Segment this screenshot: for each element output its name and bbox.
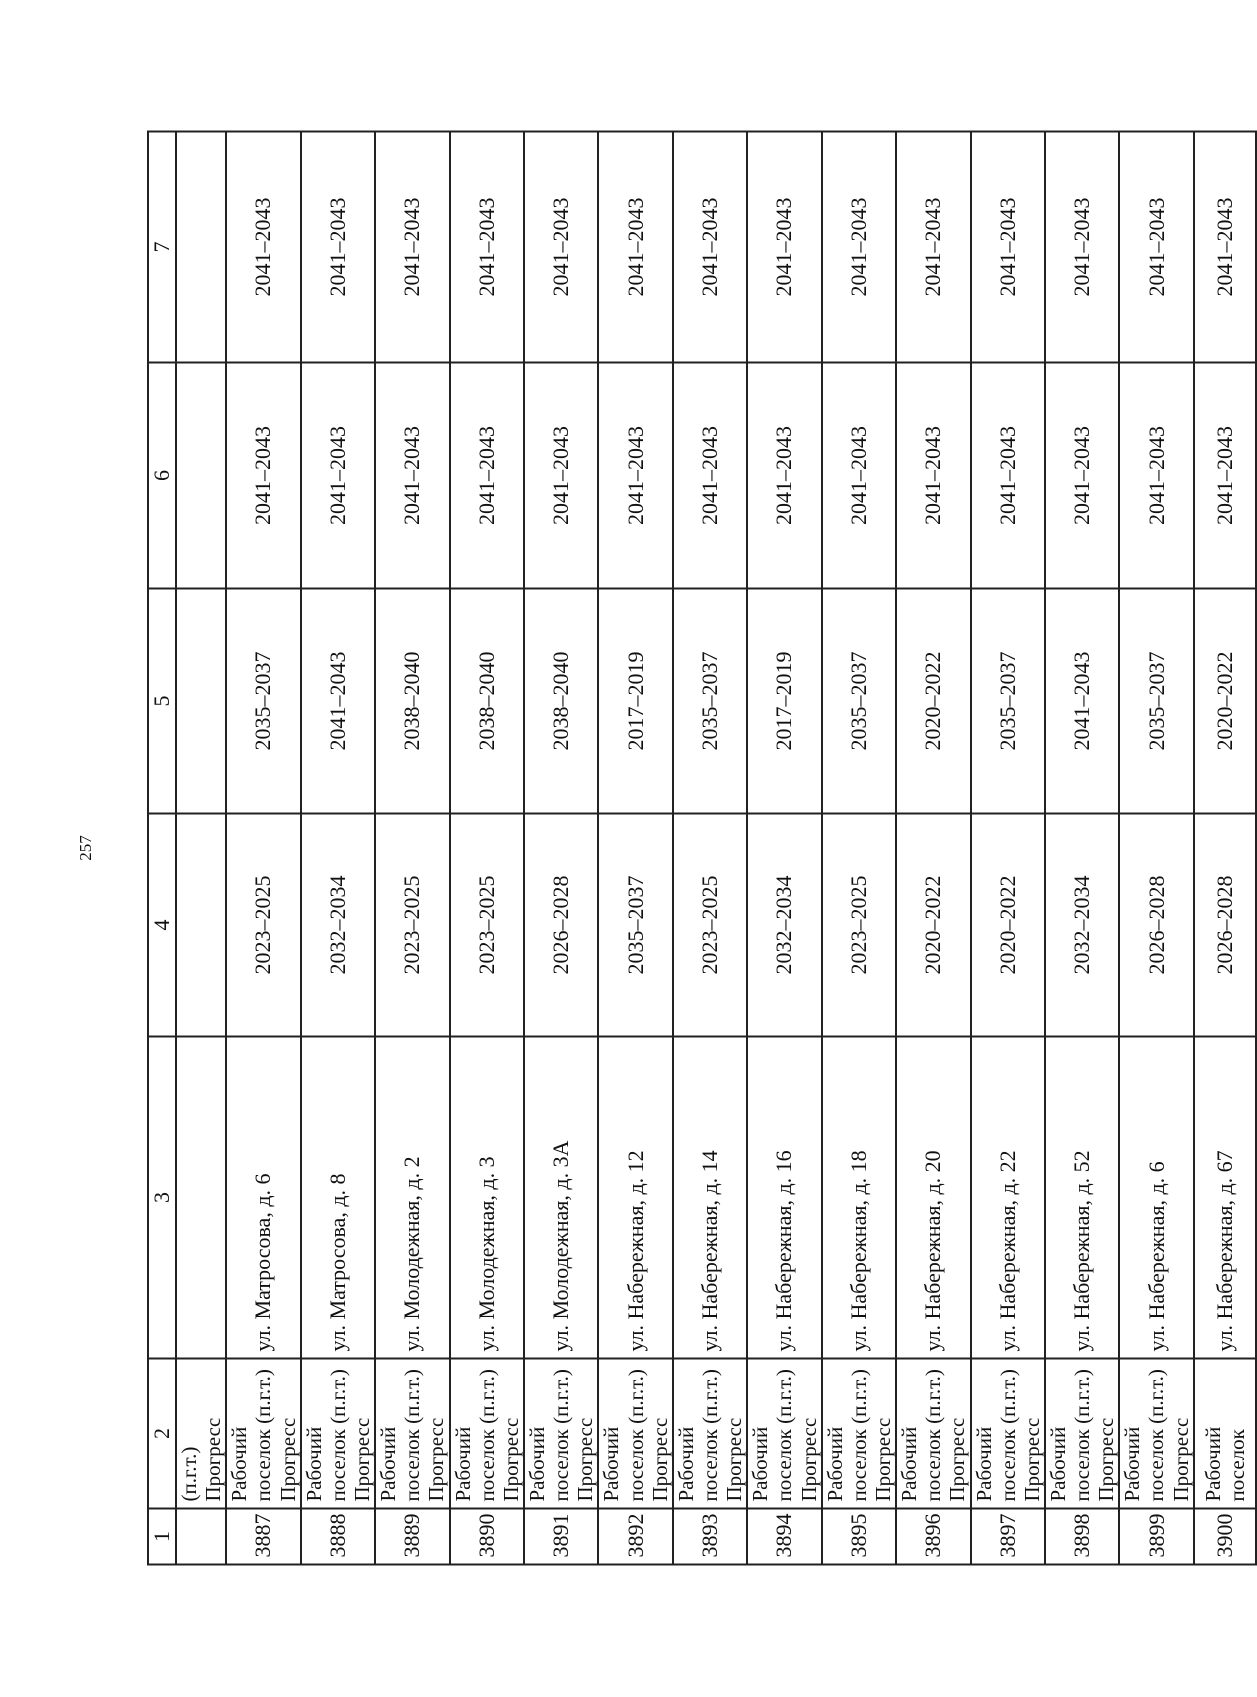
table-row: [375, 132, 449, 1565]
table-row: [747, 132, 821, 1565]
table-row: [301, 132, 375, 1565]
cell-address: ул. Набережная, д. 20: [896, 1037, 970, 1359]
cell-settlement: Рабочий поселок (п.г.т.) Прогресс: [1119, 1359, 1193, 1509]
cell-c6: 2041–2043: [226, 363, 300, 589]
cell-c7: 2041–2043: [971, 132, 1045, 363]
cell-c6: 2041–2043: [673, 363, 747, 589]
cell-c7: 2041–2043: [747, 132, 821, 363]
continuation-cell-6: [176, 363, 226, 589]
cell-settlement: Рабочий поселок (п.г.т.) Прогресс: [896, 1359, 970, 1509]
cell-c7: 2041–2043: [301, 132, 375, 363]
continuation-row: [176, 132, 226, 1565]
cell-c4: 2032–2034: [1045, 814, 1119, 1037]
cell-c7: 2041–2043: [524, 132, 598, 363]
cell-address: ул. Набережная, д. 6: [1119, 1037, 1193, 1359]
cell-c5: 2035–2037: [673, 589, 747, 814]
continuation-cell-1: [176, 1509, 226, 1565]
continuation-cell-7: [176, 132, 226, 363]
table-row: [1194, 132, 1256, 1565]
cell-address: ул. Набережная, д. 52: [1045, 1037, 1119, 1359]
cell-address: ул. Набережная, д. 22: [971, 1037, 1045, 1359]
cell-c6: 2041–2043: [1045, 363, 1119, 589]
cell-no: 3899: [1119, 1509, 1193, 1565]
cell-c6: 2041–2043: [1119, 363, 1193, 589]
cell-c5: 2038–2040: [375, 589, 449, 814]
cell-c6: 2041–2043: [747, 363, 821, 589]
cell-c5: 2035–2037: [971, 589, 1045, 814]
column-header-7: 7: [148, 132, 176, 363]
cell-c5: 2020–2022: [896, 589, 970, 814]
table-row: [896, 132, 970, 1565]
cell-c7: 2041–2043: [450, 132, 524, 363]
cell-c4: 2020–2022: [971, 814, 1045, 1037]
cell-c7: 2041–2043: [1045, 132, 1119, 363]
column-header-5: 5: [148, 589, 176, 814]
cell-c7: 2041–2043: [822, 132, 896, 363]
cell-no: 3889: [375, 1509, 449, 1565]
cell-no: 3898: [1045, 1509, 1119, 1565]
cell-settlement: Рабочий поселок (п.г.т.) Прогресс: [971, 1359, 1045, 1509]
table-row: [598, 132, 672, 1565]
table-row: [822, 132, 896, 1565]
cell-address: ул. Матросова, д. 6: [226, 1037, 300, 1359]
cell-c5: 2035–2037: [1119, 589, 1193, 814]
cell-c4: 2020–2022: [896, 814, 970, 1037]
cell-c5: 2038–2040: [524, 589, 598, 814]
table-row: [971, 132, 1045, 1565]
cell-no: 3888: [301, 1509, 375, 1565]
cell-no: 3897: [971, 1509, 1045, 1565]
continuation-cell-5: [176, 589, 226, 814]
cell-c7: 2041–2043: [673, 132, 747, 363]
cell-address: ул. Молодежная, д. 3А: [524, 1037, 598, 1359]
cell-c7: 2041–2043: [226, 132, 300, 363]
cell-no: 3892: [598, 1509, 672, 1565]
cell-address: ул. Набережная, д. 12: [598, 1037, 672, 1359]
cell-c6: 2041–2043: [598, 363, 672, 589]
cell-no: 3891: [524, 1509, 598, 1565]
cell-settlement: Рабочий поселок (п.г.т.) Прогресс: [1045, 1359, 1119, 1509]
cell-no: 3894: [747, 1509, 821, 1565]
cell-settlement: Рабочий поселок (п.г.т.) Прогресс: [822, 1359, 896, 1509]
cell-c5: 2038–2040: [450, 589, 524, 814]
table-body: [148, 132, 1256, 1565]
table-row: [1045, 132, 1119, 1565]
cell-c5: 2041–2043: [301, 589, 375, 814]
cell-c6: 2041–2043: [375, 363, 449, 589]
cell-no: 3900: [1194, 1509, 1256, 1565]
cell-settlement: Рабочий поселок (п.г.т.) Прогресс: [375, 1359, 449, 1509]
cell-settlement: Рабочий поселок (п.г.т.) Прогресс: [301, 1359, 375, 1509]
cell-address: ул. Набережная, д. 14: [673, 1037, 747, 1359]
cell-address: ул. Набережная, д. 16: [747, 1037, 821, 1359]
column-header-3: 3: [148, 1037, 176, 1359]
cell-c5: 2017–2019: [747, 589, 821, 814]
cell-no: 3890: [450, 1509, 524, 1565]
cell-c6: 2041–2043: [301, 363, 375, 589]
cell-c4: 2026–2028: [524, 814, 598, 1037]
table-row: [673, 132, 747, 1565]
cell-c4: 2032–2034: [747, 814, 821, 1037]
cell-c4: 2032–2034: [301, 814, 375, 1037]
cell-c4: 2023–2025: [450, 814, 524, 1037]
column-number-row: [148, 132, 176, 1565]
continuation-cell-4: [176, 814, 226, 1037]
cell-settlement: Рабочий поселок (п.г.т.) Прогресс: [673, 1359, 747, 1509]
cell-no: 3893: [673, 1509, 747, 1565]
column-header-1: 1: [148, 1509, 176, 1565]
cell-settlement: Рабочий поселок (п.г.т.) Прогресс: [524, 1359, 598, 1509]
cell-no: 3887: [226, 1509, 300, 1565]
cell-address: ул. Набережная, д. 67: [1194, 1037, 1256, 1359]
cell-c4: 2026–2028: [1194, 814, 1256, 1037]
cell-c6: 2041–2043: [971, 363, 1045, 589]
rotated-table-container: [147, 133, 1249, 1566]
cell-c4: 2023–2025: [375, 814, 449, 1037]
cell-c7: 2041–2043: [598, 132, 672, 363]
cell-settlement: Рабочий поселок (п.г.т.) Прогресс: [226, 1359, 300, 1509]
cell-c4: 2023–2025: [822, 814, 896, 1037]
page-number: 257: [76, 835, 95, 861]
cell-c5: 2035–2037: [822, 589, 896, 814]
column-header-6: 6: [148, 363, 176, 589]
cell-c7: 2041–2043: [1194, 132, 1256, 363]
cell-address: ул. Набережная, д. 18: [822, 1037, 896, 1359]
cell-settlement: Рабочий поселок (п.г.т.) Прогресс: [598, 1359, 672, 1509]
cell-c5: 2017–2019: [598, 589, 672, 814]
cell-c6: 2041–2043: [450, 363, 524, 589]
cell-c6: 2041–2043: [822, 363, 896, 589]
table-row: [524, 132, 598, 1565]
cell-c5: 2020–2022: [1194, 589, 1256, 814]
cell-address: ул. Молодежная, д. 3: [450, 1037, 524, 1359]
column-header-2: 2: [148, 1359, 176, 1509]
cell-c4: 2023–2025: [226, 814, 300, 1037]
cell-c7: 2041–2043: [375, 132, 449, 363]
table-row: [226, 132, 300, 1565]
cell-c4: 2026–2028: [1119, 814, 1193, 1037]
cell-c7: 2041–2043: [1119, 132, 1193, 363]
cell-settlement: Рабочий поселок: [1194, 1359, 1256, 1509]
cell-c6: 2041–2043: [896, 363, 970, 589]
cell-address: ул. Матросова, д. 8: [301, 1037, 375, 1359]
cell-settlement: Рабочий поселок (п.г.т.) Прогресс: [747, 1359, 821, 1509]
table-row: [1119, 132, 1193, 1565]
table-row: [450, 132, 524, 1565]
cell-no: 3896: [896, 1509, 970, 1565]
cell-c6: 2041–2043: [1194, 363, 1256, 589]
cell-settlement: Рабочий поселок (п.г.т.) Прогресс: [450, 1359, 524, 1509]
cell-c4: 2035–2037: [598, 814, 672, 1037]
continuation-cell-2: (п.г.т.) Прогресс: [176, 1359, 226, 1509]
cell-c4: 2023–2025: [673, 814, 747, 1037]
cell-c5: 2035–2037: [226, 589, 300, 814]
column-header-4: 4: [148, 814, 176, 1037]
housing-repair-schedule-table: [147, 131, 1257, 1566]
cell-c5: 2041–2043: [1045, 589, 1119, 814]
continuation-cell-3: [176, 1037, 226, 1359]
cell-address: ул. Молодежная, д. 2: [375, 1037, 449, 1359]
cell-no: 3895: [822, 1509, 896, 1565]
cell-c7: 2041–2043: [896, 132, 970, 363]
cell-c6: 2041–2043: [524, 363, 598, 589]
